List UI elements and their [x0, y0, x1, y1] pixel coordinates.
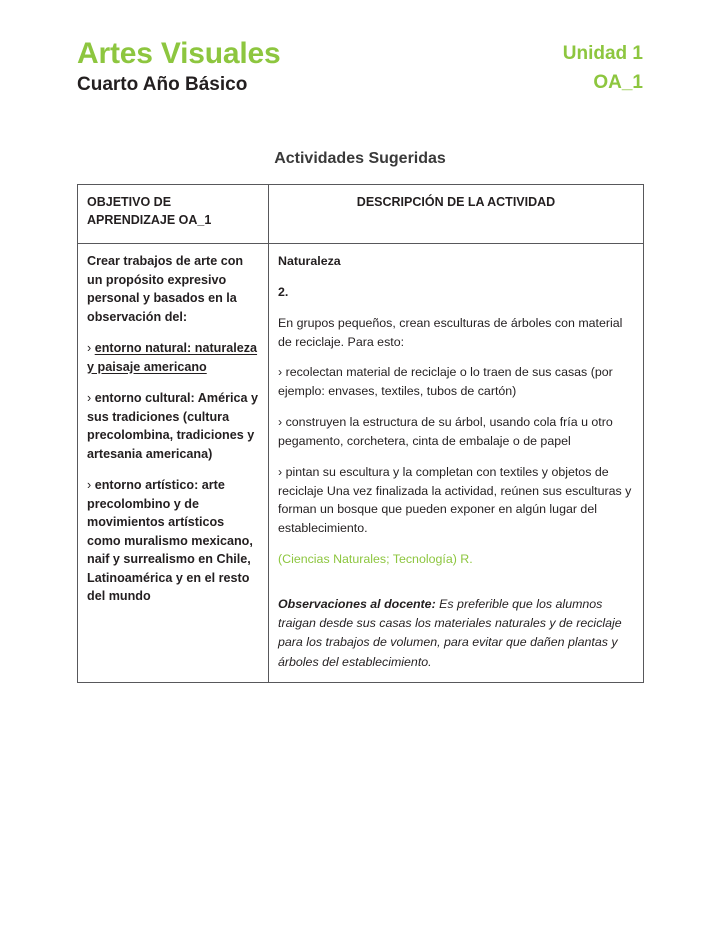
objective-bullet-2-text: entorno cultural: América y sus tradiciones (cultura precolombina, tradiciones y artesania americana): [87, 391, 258, 461]
activity-heading: Naturaleza: [278, 254, 341, 268]
subject-title: Artes Visuales: [77, 37, 281, 70]
objective-intro: [87, 252, 259, 326]
table-header-row: [78, 185, 644, 244]
activity-step-2-text: construyen la estructura de su árbol, usando cola fría u otro pegamento, corchetera, cinta de embalaje o de papel: [278, 415, 613, 448]
teacher-observations: [278, 595, 634, 672]
grade-title: Cuarto Año Básico: [77, 73, 248, 95]
activity-step-3: [278, 463, 634, 538]
activity-step-3-text: pintan su escultura y la completan con textiles y objetos de reciclaje Una vez finalizada la actividad, reúnen sus esculturas y forman un bosque que pueden exponer en algún lugar del establecimiento.: [278, 464, 632, 536]
header-left-block: [77, 38, 280, 96]
bullet-marker-icon: ›: [278, 365, 283, 380]
column-header-objective: OBJETIVO DE APRENDIZAJE OA_1: [78, 185, 269, 244]
bullet-marker-icon: ›: [87, 391, 92, 405]
activity-step-2: [278, 413, 634, 451]
objective-bullet-1: [87, 339, 259, 376]
objective-bullet-2: [87, 389, 259, 463]
bullet-marker-icon: ›: [278, 415, 283, 430]
header-right-block: [563, 38, 643, 95]
objective-intro-text: Crear trabajos de arte con un propósito expresivo personal y basados en la observación del:: [87, 254, 244, 324]
teacher-observations-label: Observaciones al docente:: [278, 596, 436, 611]
activity-step-1-text: recolectan material de reciclaje o lo traen de sus casas (por ejemplo: envases, textiles, tubos de cartón): [278, 365, 613, 399]
objective-bullet-1-text: entorno natural: naturaleza y paisaje americano: [87, 341, 258, 374]
column-header-description: DESCRIPCIÓN DE LA ACTIVIDAD: [269, 185, 644, 244]
bullet-marker-icon: ›: [278, 464, 283, 479]
document-header: [77, 38, 643, 96]
objective-cell: [78, 244, 269, 683]
activities-table: [77, 184, 644, 683]
section-title: Actividades Sugeridas: [274, 150, 446, 167]
oa-code-label: OA_1: [593, 71, 643, 93]
activity-number: 2.: [278, 284, 289, 299]
unit-label: Unidad 1: [562, 43, 643, 64]
activity-intro: En grupos pequeños, crean esculturas de árboles con material de reciclaje. Para esto:: [278, 315, 623, 349]
objective-bullet-3: [87, 476, 259, 606]
description-cell: [269, 244, 644, 683]
bullet-marker-icon: ›: [87, 341, 92, 355]
activity-step-1: [278, 363, 634, 401]
table-body-row: [78, 244, 644, 683]
teacher-observations-text: Es preferible que los alumnos traigan desde sus casas los materiales naturales y de reciclaje para los trabajos de volumen, para evitar que dañen plantas y árboles del establecimiento.: [278, 596, 622, 669]
bullet-marker-icon: ›: [87, 478, 92, 492]
objective-bullet-3-text: entorno artístico: arte precolombino y de movimientos artísticos como muralismo mexicano, naif y surrealismo en Chile, Latinoamérica y en el resto del mundo: [87, 478, 253, 603]
cross-reference-note: (Ciencias Naturales; Tecnología) R.: [278, 552, 473, 567]
